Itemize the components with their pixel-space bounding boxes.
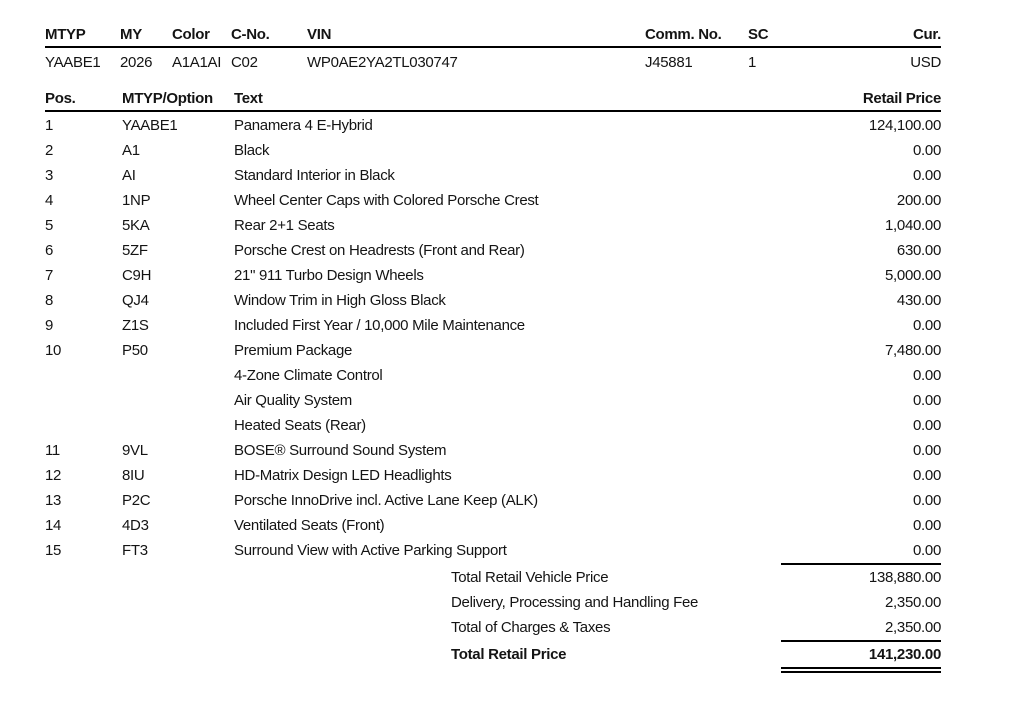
table-row (45, 488, 941, 513)
total-retail-price-row (45, 642, 941, 673)
pos-cell: 12 (45, 467, 62, 484)
color-column-label: Color (172, 26, 210, 43)
text-cell: HD-Matrix Design LED Headlights (234, 467, 452, 484)
price-cell: 7,480.00 (885, 342, 941, 359)
total-label: Delivery, Processing and Handling Fee (451, 594, 699, 611)
option-code-cell: 1NP (122, 192, 151, 209)
vehicle-order-document (45, 26, 941, 673)
text-cell: Rear 2+1 Seats (234, 217, 335, 234)
pos-cell (45, 388, 122, 413)
price-cell: 5,000.00 (885, 267, 941, 284)
commission-number-value: J45881 (645, 54, 693, 71)
pos-cell: 7 (45, 267, 54, 284)
text-cell: Window Trim in High Gloss Black (234, 292, 446, 309)
delivery-fee-row (45, 590, 941, 615)
table-row (45, 538, 941, 565)
option-code-cell: P2C (122, 492, 151, 509)
pos-cell: 3 (45, 167, 54, 184)
option-code-cell: AI (122, 167, 136, 184)
pos-cell: 13 (45, 492, 62, 509)
price-cell: 0.00 (913, 167, 941, 184)
option-code-cell: P50 (122, 342, 148, 359)
cur-column-label: Cur. (913, 26, 941, 43)
text-cell: BOSE® Surround Sound System (234, 442, 447, 459)
cno-column-label: C-No. (231, 26, 270, 43)
pos-cell: 6 (45, 242, 54, 259)
pos-column-label: Pos. (45, 90, 76, 107)
text-cell: Black (234, 142, 270, 159)
text-cell: 21" 911 Turbo Design Wheels (234, 267, 424, 284)
total-label: Total of Charges & Taxes (451, 619, 611, 636)
pos-cell: 10 (45, 342, 62, 359)
text-cell: Air Quality System (234, 392, 352, 409)
text-cell: Porsche InnoDrive incl. Active Lane Keep (ALK) (234, 492, 538, 509)
price-cell: 1,040.00 (885, 217, 941, 234)
pos-cell: 11 (45, 442, 60, 459)
pos-cell: 2 (45, 142, 54, 159)
sc-value: 1 (748, 54, 757, 71)
text-cell: Heated Seats (Rear) (234, 417, 366, 434)
grand-total-label: Total Retail Price (451, 646, 567, 663)
price-cell: 0.00 (913, 492, 941, 509)
table-row (45, 513, 941, 538)
pos-cell: 14 (45, 517, 62, 534)
option-code-cell: 4D3 (122, 517, 149, 534)
option-code-cell: 5KA (122, 217, 150, 234)
text-cell: Surround View with Active Parking Support (234, 542, 507, 559)
text-cell: Premium Package (234, 342, 353, 359)
retail-price-column-label: Retail Price (862, 90, 941, 107)
pos-cell: 15 (45, 542, 62, 559)
pos-cell: 4 (45, 192, 54, 209)
options-table-header (45, 90, 941, 112)
pos-cell: 1 (45, 117, 54, 134)
vin-value: WP0AE2YA2TL030747 (307, 54, 458, 71)
text-cell: Porsche Crest on Headrests (Front and Rear) (234, 242, 525, 259)
mtyp-value: YAABE1 (45, 54, 101, 71)
option-code-cell: QJ4 (122, 292, 149, 309)
table-row (45, 213, 941, 238)
commno-column-label: Comm. No. (645, 26, 722, 43)
table-row-package-item (45, 388, 941, 413)
table-row (45, 113, 941, 138)
option-code-cell (122, 413, 234, 438)
c-no-value: C02 (231, 54, 258, 71)
charges-taxes-row (45, 615, 941, 642)
price-cell: 0.00 (913, 392, 941, 409)
option-code-cell: FT3 (122, 542, 148, 559)
pos-cell: 5 (45, 217, 54, 234)
option-code-cell: 9VL (122, 442, 148, 459)
price-cell: 0.00 (913, 417, 941, 434)
text-cell: Wheel Center Caps with Colored Porsche Crest (234, 192, 539, 209)
option-code-cell: Z1S (122, 317, 149, 334)
table-row (45, 263, 941, 288)
price-cell: 430.00 (896, 292, 941, 309)
color-code-value: A1A1AI (172, 54, 222, 71)
pos-cell: 9 (45, 317, 54, 334)
table-row (45, 313, 941, 338)
option-code-cell: 5ZF (122, 242, 148, 259)
mtyp-column-label: MTYP (45, 26, 86, 43)
option-code-cell: C9H (122, 267, 152, 284)
price-cell: 0.00 (913, 467, 941, 484)
table-row (45, 138, 941, 163)
total-value: 2,350.00 (781, 615, 941, 642)
total-label: Total Retail Vehicle Price (451, 569, 609, 586)
my-column-label: MY (120, 26, 142, 43)
text-column-label: Text (234, 90, 263, 107)
price-cell: 0.00 (913, 317, 941, 334)
price-cell: 0.00 (913, 442, 941, 459)
price-cell: 124,100.00 (868, 117, 941, 134)
total-retail-vehicle-price-row (45, 565, 941, 590)
vin-column-label: VIN (307, 26, 332, 43)
table-row (45, 188, 941, 213)
price-cell: 0.00 (781, 538, 941, 565)
table-row (45, 463, 941, 488)
option-code-cell (122, 363, 234, 388)
vehicle-header-labels (45, 26, 941, 48)
option-code-cell: 8IU (122, 467, 145, 484)
currency-value: USD (910, 54, 941, 71)
option-column-label: MTYP/Option (122, 90, 213, 107)
table-row-package-item (45, 413, 941, 438)
price-cell: 0.00 (913, 367, 941, 384)
table-row (45, 238, 941, 263)
option-code-cell (122, 388, 234, 413)
table-row (45, 438, 941, 463)
table-row (45, 288, 941, 313)
price-cell: 630.00 (896, 242, 941, 259)
totals-section (45, 565, 941, 673)
options-table-body (45, 113, 941, 565)
price-cell: 0.00 (913, 517, 941, 534)
text-cell: 4-Zone Climate Control (234, 367, 383, 384)
option-code-cell: YAABE1 (122, 117, 178, 134)
option-code-cell: A1 (122, 142, 140, 159)
text-cell: Ventilated Seats (Front) (234, 517, 385, 534)
price-cell: 0.00 (913, 142, 941, 159)
table-row-package-item (45, 363, 941, 388)
sc-column-label: SC (748, 26, 769, 43)
text-cell: Panamera 4 E-Hybrid (234, 117, 373, 134)
text-cell: Standard Interior in Black (234, 167, 395, 184)
total-value: 138,880.00 (868, 569, 941, 586)
grand-total-value: 141,230.00 (781, 642, 941, 673)
pos-cell: 8 (45, 292, 54, 309)
vehicle-header-values (45, 54, 941, 71)
pos-cell (45, 363, 122, 388)
table-row (45, 338, 941, 363)
text-cell: Included First Year / 10,000 Mile Maintenance (234, 317, 525, 334)
total-value: 2,350.00 (885, 594, 941, 611)
table-row (45, 163, 941, 188)
pos-cell (45, 413, 122, 438)
model-year-value: 2026 (120, 54, 153, 71)
price-cell: 200.00 (896, 192, 941, 209)
